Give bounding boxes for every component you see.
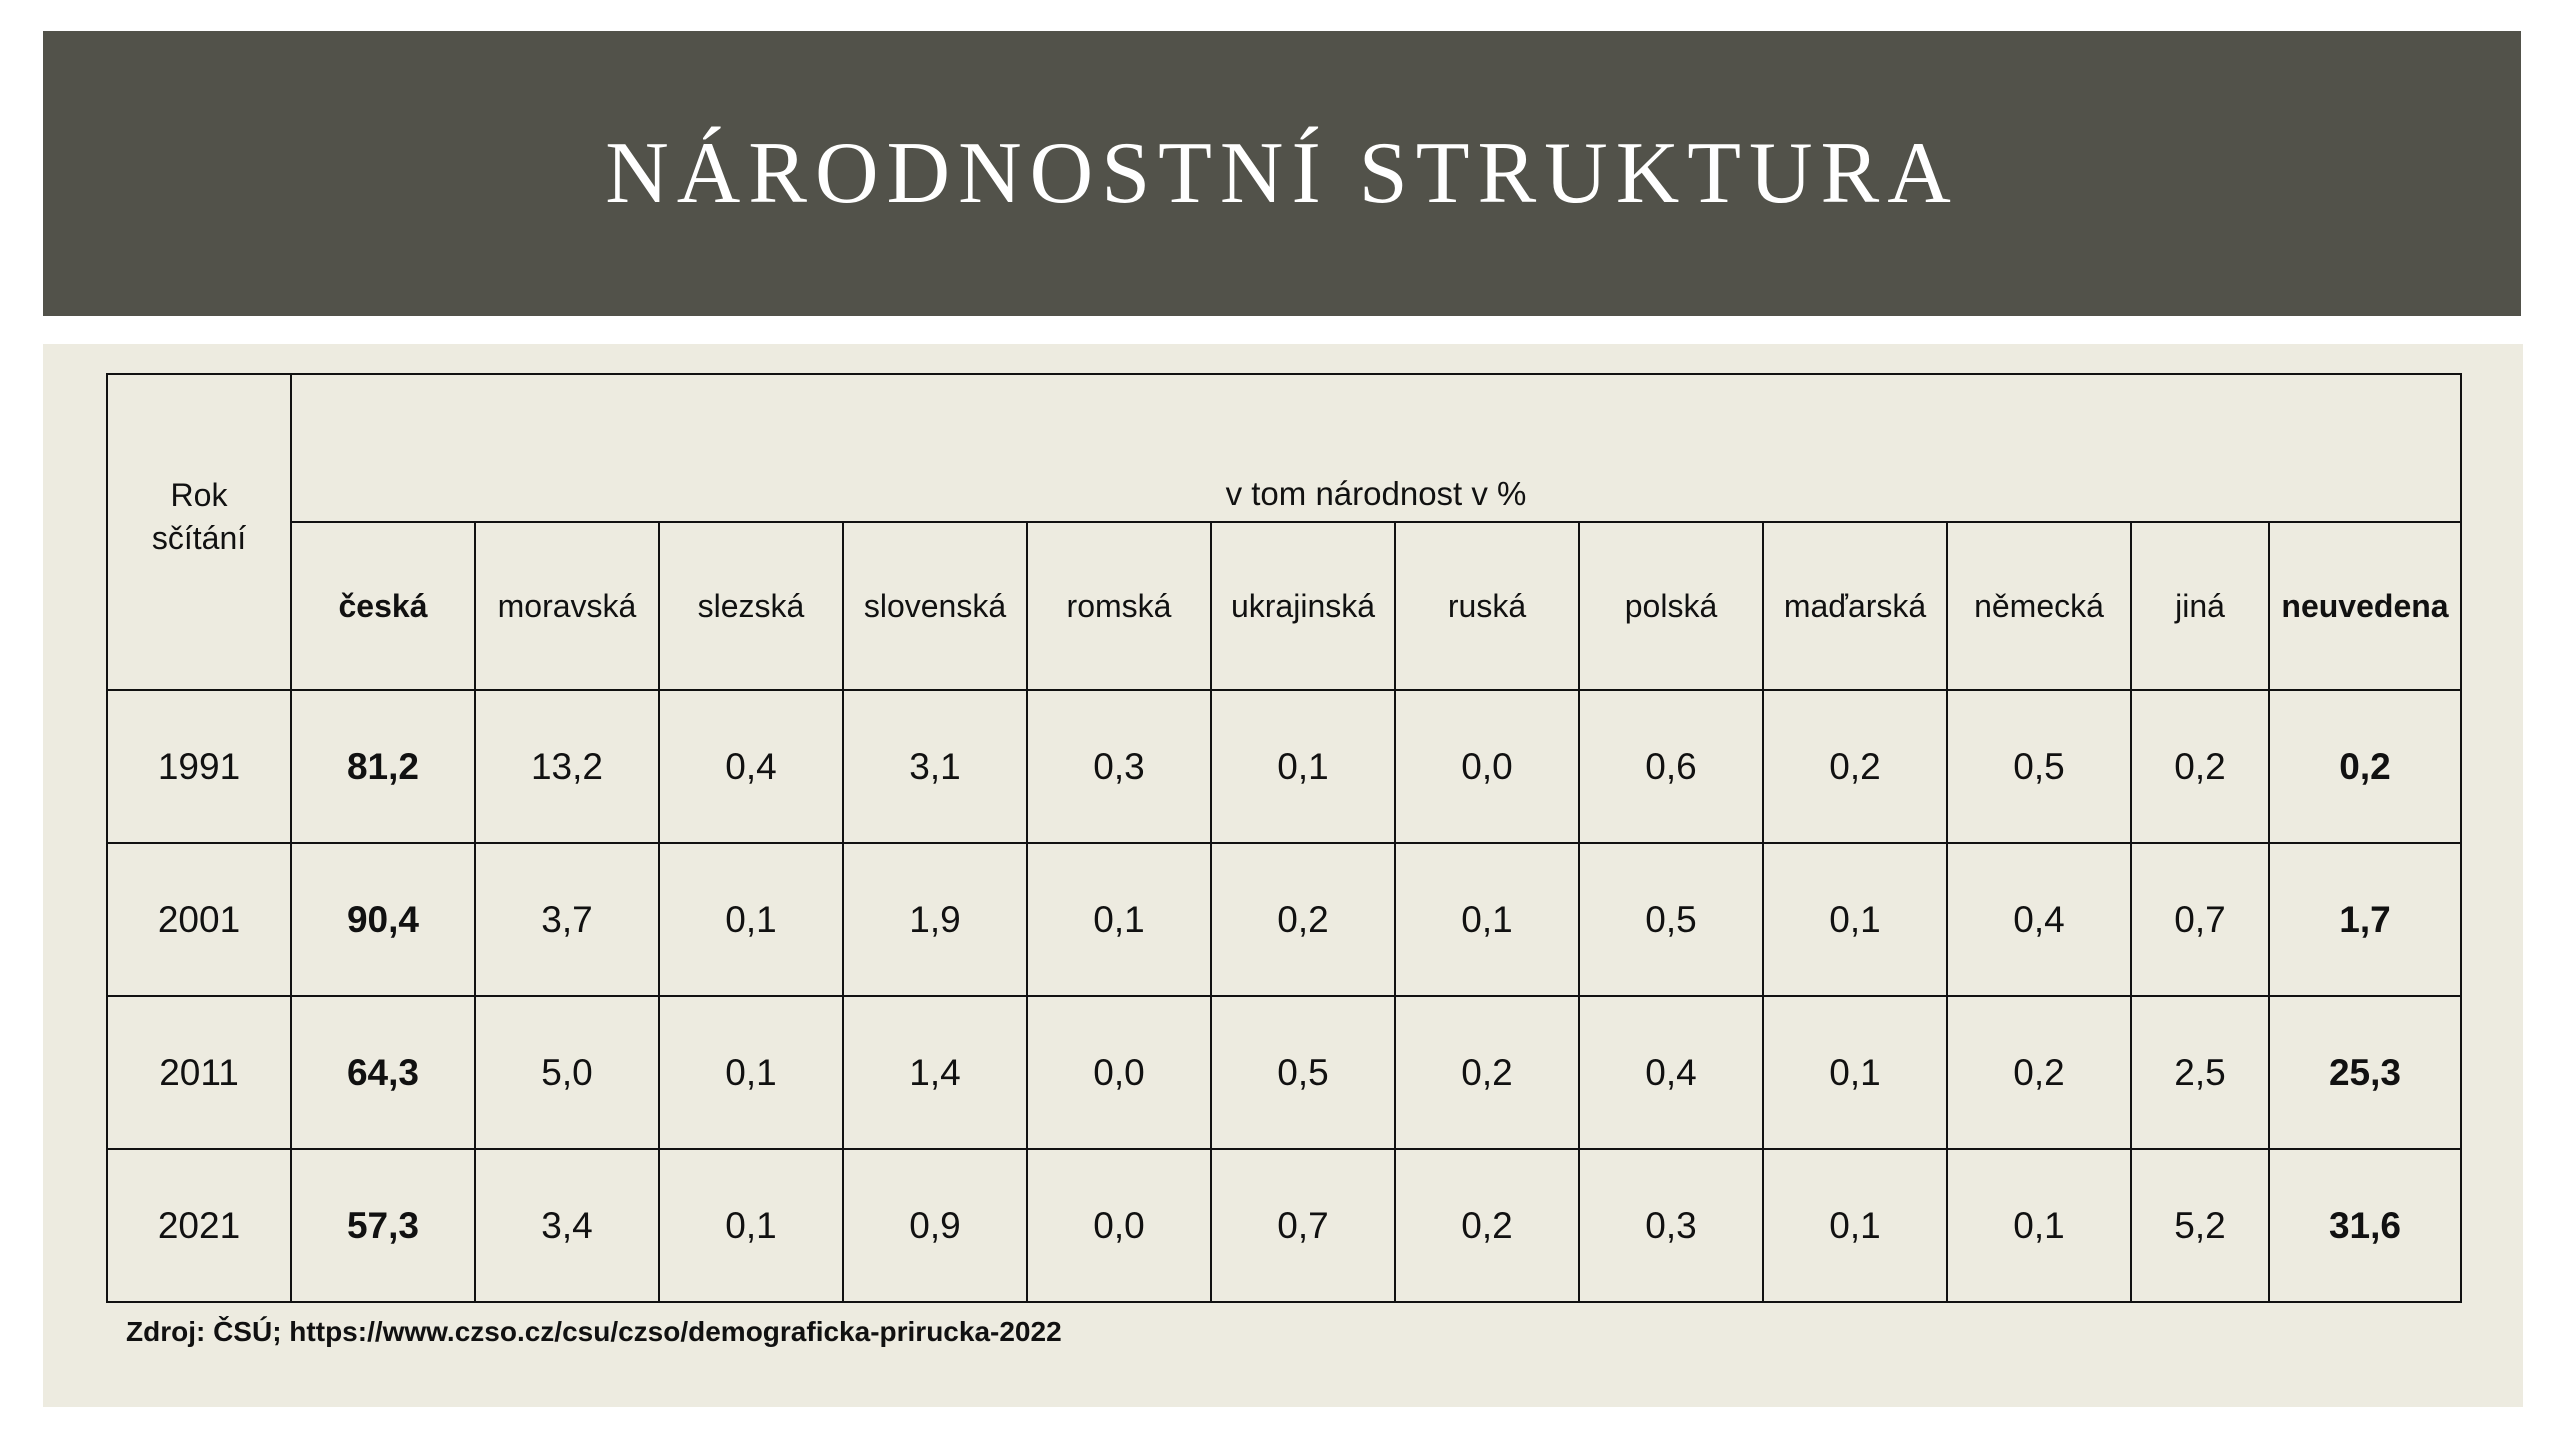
value-cell: 25,3 bbox=[2269, 996, 2461, 1149]
value-cell: 0,4 bbox=[1579, 996, 1763, 1149]
value-cell: 0,3 bbox=[1579, 1149, 1763, 1302]
value-cell: 0,1 bbox=[1395, 843, 1579, 996]
value-cell: 0,1 bbox=[1763, 1149, 1947, 1302]
year-cell: 2021 bbox=[107, 1149, 291, 1302]
value-cell: 13,2 bbox=[475, 690, 659, 843]
content-area bbox=[43, 344, 2523, 1407]
title-bar bbox=[43, 31, 2521, 316]
year-cell: 1991 bbox=[107, 690, 291, 843]
value-cell: 0,2 bbox=[1947, 996, 2131, 1149]
value-cell: 0,1 bbox=[659, 843, 843, 996]
value-cell: 0,2 bbox=[1395, 1149, 1579, 1302]
value-cell: 1,9 bbox=[843, 843, 1027, 996]
value-cell: 0,0 bbox=[1395, 690, 1579, 843]
value-cell: 90,4 bbox=[291, 843, 475, 996]
value-cell: 0,5 bbox=[1579, 843, 1763, 996]
value-cell: 0,5 bbox=[1211, 996, 1395, 1149]
value-cell: 0,1 bbox=[1763, 843, 1947, 996]
column-header: německá bbox=[1947, 522, 2131, 690]
value-cell: 0,4 bbox=[659, 690, 843, 843]
value-cell: 0,7 bbox=[1211, 1149, 1395, 1302]
column-header: česká bbox=[291, 522, 475, 690]
value-cell: 0,2 bbox=[2269, 690, 2461, 843]
value-cell: 0,4 bbox=[1947, 843, 2131, 996]
value-cell: 0,3 bbox=[1027, 690, 1211, 843]
value-cell: 0,2 bbox=[1763, 690, 1947, 843]
value-cell: 81,2 bbox=[291, 690, 475, 843]
value-cell: 0,7 bbox=[2131, 843, 2269, 996]
value-cell: 0,9 bbox=[843, 1149, 1027, 1302]
value-cell: 0,1 bbox=[1947, 1149, 2131, 1302]
value-cell: 57,3 bbox=[291, 1149, 475, 1302]
value-cell: 0,0 bbox=[1027, 1149, 1211, 1302]
source-note: Zdroj: ČSÚ; https://www.czso.cz/csu/czso/demograficka-prirucka-2022 bbox=[126, 1316, 1062, 1347]
value-cell: 5,0 bbox=[475, 996, 659, 1149]
slide-title: NÁRODNOSTNÍ STRUKTURA bbox=[605, 125, 1959, 222]
table-row bbox=[107, 996, 2461, 1149]
value-cell: 0,1 bbox=[659, 996, 843, 1149]
column-header: jiná bbox=[2131, 522, 2269, 690]
value-cell: 0,1 bbox=[1027, 843, 1211, 996]
column-header: slovenská bbox=[843, 522, 1027, 690]
column-header: neuvedena bbox=[2269, 522, 2461, 690]
column-header: polská bbox=[1579, 522, 1763, 690]
value-cell: 3,1 bbox=[843, 690, 1027, 843]
table-row bbox=[107, 690, 2461, 843]
value-cell: 3,4 bbox=[475, 1149, 659, 1302]
value-cell: 31,6 bbox=[2269, 1149, 2461, 1302]
column-header: slezská bbox=[659, 522, 843, 690]
value-cell: 1,4 bbox=[843, 996, 1027, 1149]
year-cell: 2011 bbox=[107, 996, 291, 1149]
nationality-table bbox=[106, 373, 2462, 1303]
column-header: moravská bbox=[475, 522, 659, 690]
value-cell: 0,2 bbox=[1395, 996, 1579, 1149]
column-header: maďarská bbox=[1763, 522, 1947, 690]
table-row bbox=[107, 843, 2461, 996]
column-header: ukrajinská bbox=[1211, 522, 1395, 690]
value-cell: 0,1 bbox=[1763, 996, 1947, 1149]
value-cell: 0,0 bbox=[1027, 996, 1211, 1149]
table-row bbox=[107, 1149, 2461, 1302]
value-cell: 2,5 bbox=[2131, 996, 2269, 1149]
value-cell: 0,5 bbox=[1947, 690, 2131, 843]
value-cell: 3,7 bbox=[475, 843, 659, 996]
value-cell: 64,3 bbox=[291, 996, 475, 1149]
year-header-label: Rok sčítání bbox=[151, 476, 247, 556]
value-cell: 1,7 bbox=[2269, 843, 2461, 996]
value-cell: 0,6 bbox=[1579, 690, 1763, 843]
column-header: romská bbox=[1027, 522, 1211, 690]
column-header: ruská bbox=[1395, 522, 1579, 690]
year-cell: 2001 bbox=[107, 843, 291, 996]
value-cell: 0,2 bbox=[1211, 843, 1395, 996]
group-header: v tom národnost v % bbox=[291, 374, 2461, 522]
year-header bbox=[107, 374, 291, 690]
value-cell: 0,2 bbox=[2131, 690, 2269, 843]
value-cell: 0,1 bbox=[1211, 690, 1395, 843]
value-cell: 0,1 bbox=[659, 1149, 843, 1302]
value-cell: 5,2 bbox=[2131, 1149, 2269, 1302]
